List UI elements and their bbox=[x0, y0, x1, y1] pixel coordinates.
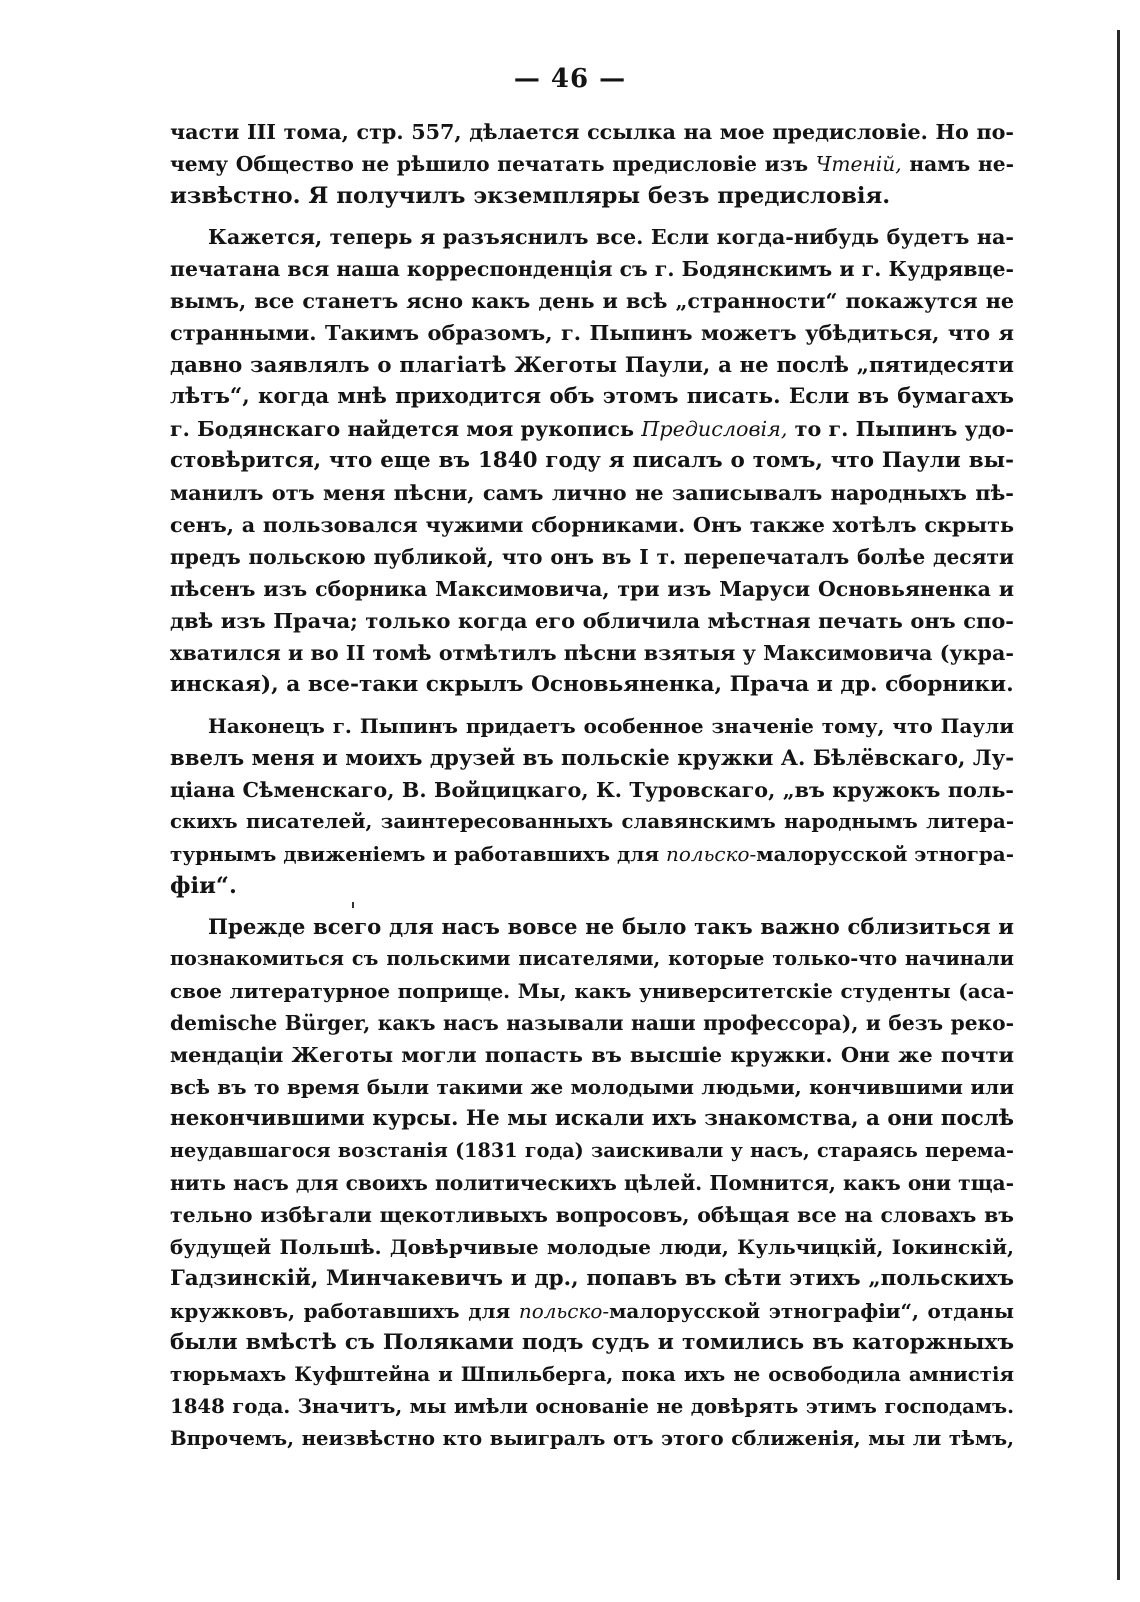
text-line: Наконецъ г. Пыпинъ придаетъ особенное значеніе тому, что Паули bbox=[208, 714, 1014, 738]
text-line: фіи“. bbox=[170, 873, 237, 899]
text-line: тельно избѣгали щекотливыхъ вопросовъ, обѣщая все на словахъ въ bbox=[170, 1203, 1014, 1227]
text-run: то г. Пыпинъ удо- bbox=[787, 417, 1015, 441]
text-line: тюрьмахъ Куфштейна и Шпильберга, пока ихъ не освободила амнистія bbox=[170, 1363, 1014, 1386]
text-line: Кажется, теперь я разъяснилъ все. Если когда-нибудь будетъ на- bbox=[208, 225, 1014, 249]
text-line: ввелъ меня и моихъ друзей въ польскіе кружки А. Бѣлёвскаго, Лу- bbox=[170, 745, 1014, 770]
page-number: — 46 — bbox=[513, 64, 627, 94]
text-line: ціана Сѣменскаго, В. Войцицкаго, К. Туровскаго, „въ кружокъ поль- bbox=[170, 778, 1014, 802]
text-line: части III тома, стр. 557, дѣлается ссылка на мое предисловіе. Но по- bbox=[170, 120, 1014, 144]
text-line: манилъ отъ меня пѣсни, самъ лично не записывалъ народныхъ пѣ- bbox=[170, 480, 1014, 505]
text-line: вымъ, все станетъ ясно какъ день и всѣ „странности“ покажутся не bbox=[170, 289, 1014, 313]
text-line: пѣсенъ изъ сборника Максимовича, три изъ Маруси Основьяненка и bbox=[170, 577, 1014, 601]
text-line: хватился и во II томѣ отмѣтилъ пѣсни взятыя у Максимовича (укра- bbox=[170, 641, 1014, 665]
paragraph bbox=[170, 911, 1014, 1455]
text-line bbox=[170, 838, 1014, 870]
italic-title: Предисловія, bbox=[641, 417, 788, 441]
paragraph bbox=[170, 710, 1014, 902]
text-line: лѣтъ“, когда мнѣ приходится объ этомъ писать. Если въ бумагахъ bbox=[170, 384, 1014, 409]
text-line: странными. Такимъ образомъ, г. Пыпинъ можетъ убѣдиться, что я bbox=[170, 320, 1014, 345]
paragraph bbox=[170, 116, 1014, 212]
text-line: стовѣрится, что еще въ 1840 году я писалъ о томъ, что Паули вы- bbox=[170, 448, 1014, 473]
text-line: неудавшагося возстанія (1831 года) заискивали у насъ, стараясь перема- bbox=[170, 1139, 1014, 1162]
text-run: малорусской этнографіи“, отданы bbox=[609, 1299, 1014, 1323]
text-line: давно заявлялъ о плагіатѣ Жеготы Паули, а не послѣ „пятидесяти bbox=[170, 352, 1014, 377]
text-run: чему Общество не рѣшило печатать предисловіе изъ bbox=[170, 152, 816, 176]
text-block bbox=[170, 116, 1014, 1455]
text-line: скихъ писателей, заинтересованныхъ славянскимъ народнымъ литера- bbox=[170, 810, 1014, 833]
text-run: турнымъ движеніемъ и работавшихъ для bbox=[170, 842, 667, 866]
text-line: всѣ въ то время были такими же молодыми людьми, кончившими или bbox=[170, 1075, 1014, 1099]
text-line bbox=[170, 413, 1014, 445]
text-line: мендаціи Жеготы могли попасть въ высшіе кружки. Они же почти bbox=[170, 1042, 1014, 1067]
text-run: кружковъ, работавшихъ для bbox=[170, 1299, 519, 1323]
text-line: Гадзинскій, Минчакевичъ и др., попавъ въ сѣти этихъ „польскихъ bbox=[170, 1266, 1014, 1291]
print-speck bbox=[352, 902, 354, 908]
text-line: будущей Польшѣ. Довѣрчивые молодые люди, Кульчицкій, Іокинскій, bbox=[170, 1235, 1014, 1259]
text-line: свое литературное поприще. Мы, какъ университетскіе студенты (aca- bbox=[170, 979, 1014, 1003]
text-line: demische Bürger, какъ насъ называли наши профессора), и безъ реко- bbox=[170, 1011, 1014, 1035]
text-line: 1848 года. Значитъ, мы имѣли основаніе не довѣрять этимъ господамъ. bbox=[170, 1395, 1014, 1418]
text-line: сенъ, а пользовался чужими сборниками. Онъ также хотѣлъ скрыть bbox=[170, 513, 1014, 537]
text-line bbox=[170, 148, 1014, 180]
text-line: двѣ изъ Прача; только когда его обличила мѣстная печать онъ спо- bbox=[170, 608, 1014, 633]
text-line bbox=[170, 1295, 1014, 1327]
text-run: малорусской этногра- bbox=[756, 842, 1014, 866]
text-line: печатана вся наша корреспонденція съ г. Бодянскимъ и г. Кудрявце- bbox=[170, 257, 1014, 281]
text-line: извѣстно. Я получилъ экземпляры безъ предисловія. bbox=[170, 183, 891, 209]
italic-word: польско- bbox=[518, 1299, 610, 1323]
text-line: были вмѣстѣ съ Поляками подъ судъ и томились въ каторжныхъ bbox=[170, 1330, 1014, 1355]
text-line: Прежде всего для насъ вовсе не было такъ важно сблизиться и bbox=[208, 914, 1014, 939]
text-run: намъ не- bbox=[901, 152, 1014, 176]
text-line: Впрочемъ, неизвѣстно кто выигралъ отъ этого сближенія, мы ли тѣмъ, bbox=[170, 1427, 1014, 1450]
paragraph bbox=[170, 221, 1014, 701]
text-line: нить насъ для своихъ политическихъ цѣлей. Помнится, какъ они тща- bbox=[170, 1171, 1014, 1195]
text-line: инская), а все-таки скрылъ Основьяненка, Прача и др. сборники. bbox=[170, 672, 1014, 697]
italic-title: Чтеній, bbox=[815, 152, 902, 176]
right-margin-rule bbox=[1117, 30, 1120, 1580]
text-run: г. Бодянскаго найдется моя рукопись bbox=[170, 417, 642, 441]
text-line: предъ польскою публикой, что онъ въ I т. перепечаталъ болѣе десяти bbox=[170, 545, 1014, 569]
text-line: некончившими курсы. Не мы искали ихъ знакомства, а они послѣ bbox=[170, 1106, 1014, 1131]
text-line: познакомиться съ польскими писателями, которые только-что начинали bbox=[170, 947, 1014, 970]
italic-word: польско- bbox=[666, 842, 757, 866]
